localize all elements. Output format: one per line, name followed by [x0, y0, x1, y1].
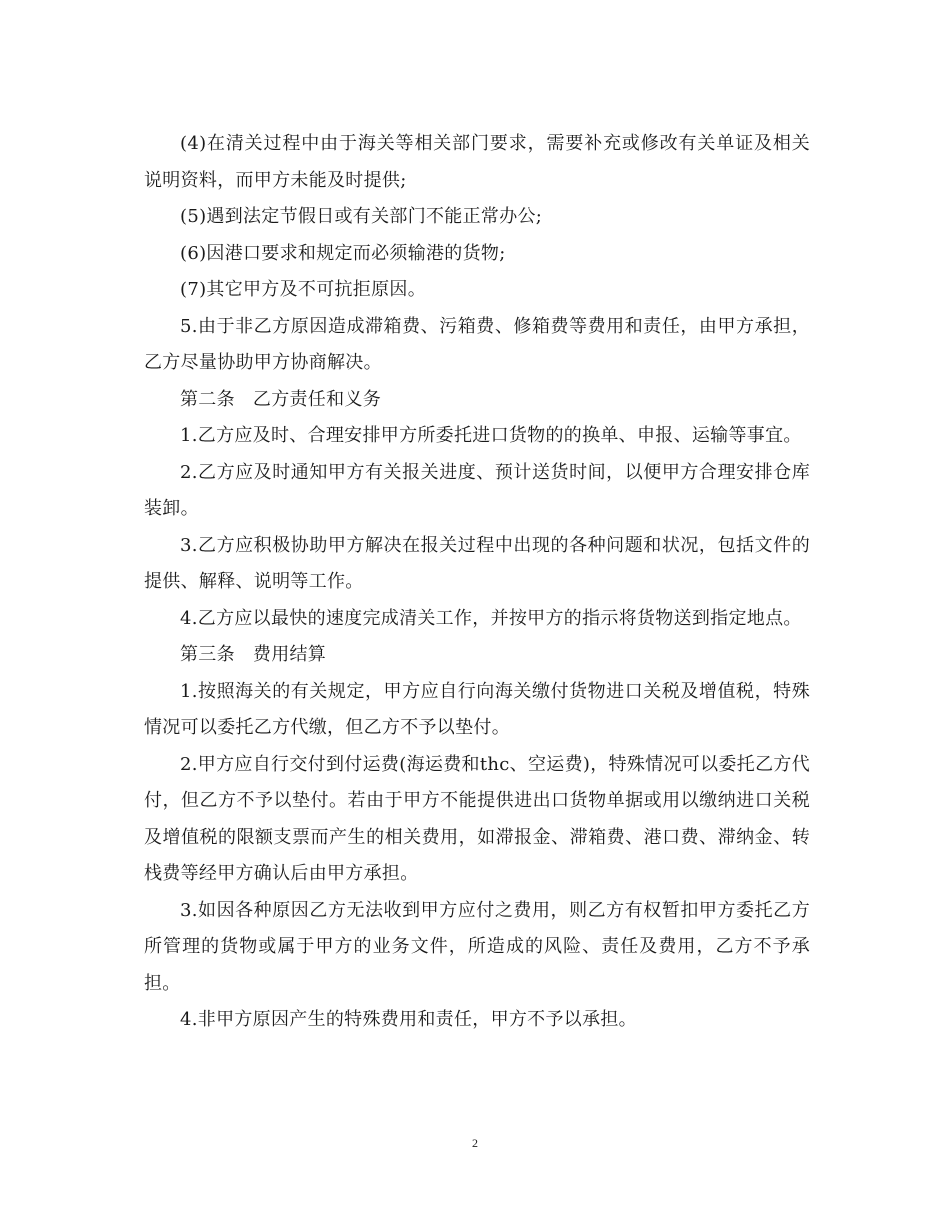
section-number: 第二条 — [180, 388, 235, 410]
clause-item: 2.甲方应自行交付到付运费(海运费和thc、空运费)，特殊情况可以委托乙方代付，但乙方不予以垫付。若由于甲方不能提供进出口货物单据或用以缴纳进口关税及增值税的限额支票而产生的相关费用，如滞报金、滞箱费、港口费、滞纳金、转栈费等经甲方确认后由甲方承担。 — [144, 753, 810, 884]
section-heading-3 — [144, 637, 810, 674]
paragraph: (7)其它甲方及不可抗拒原因。 — [180, 279, 426, 300]
clause-item: 3.如因各种原因乙方无法收到甲方应付之费用，则乙方有权暂扣甲方委托乙方所管理的货物或属于甲方的业务文件，所造成的风险、责任及费用，乙方不予承担。 — [144, 899, 810, 994]
section-heading-2 — [144, 382, 810, 419]
clause-item: 1.按照海关的有关规定，甲方应自行向海关缴付货物进口关税及增值税，特殊情况可以委托乙方代缴，但乙方不予以垫付。 — [144, 680, 810, 738]
section-title: 费用结算 — [252, 644, 327, 665]
section-title: 乙方责任和义务 — [252, 388, 382, 410]
clause-item: 2.乙方应及时通知甲方有关报关进度、预计送货时间，以便甲方合理安排仓库装卸。 — [144, 461, 810, 519]
clause-item: 1.乙方应及时、合理安排甲方所委托进口货物的的换单、申报、运输等事宜。 — [180, 425, 802, 446]
paragraph: (4)在清关过程中由于海关等相关部门要求，需要补充或修改有关单证及相关说明资料，而甲方未能及时提供; — [144, 133, 810, 191]
paragraph: (5)遇到法定节假日或有关部门不能正常办公; — [180, 206, 543, 227]
paragraph: (6)因港口要求和规定而必须输港的货物; — [180, 242, 506, 264]
section-number: 第三条 — [180, 644, 235, 665]
paragraph: 5.由于非乙方原因造成滞箱费、污箱费、修箱费等费用和责任，由甲方承担，乙方尽量协助甲方协商解决。 — [144, 315, 810, 373]
page-number: 2 — [472, 1136, 478, 1150]
clause-item: 4.非甲方原因产生的特殊费用和责任，甲方不予以承担。 — [180, 1009, 637, 1030]
clause-item: 4.乙方应以最快的速度完成清关工作，并按甲方的指示将货物送到指定地点。 — [180, 607, 802, 629]
document-body — [144, 126, 810, 1039]
clause-item: 3.乙方应积极协助甲方解决在报关过程中出现的各种问题和状况，包括文件的提供、解释、说明等工作。 — [144, 534, 810, 592]
